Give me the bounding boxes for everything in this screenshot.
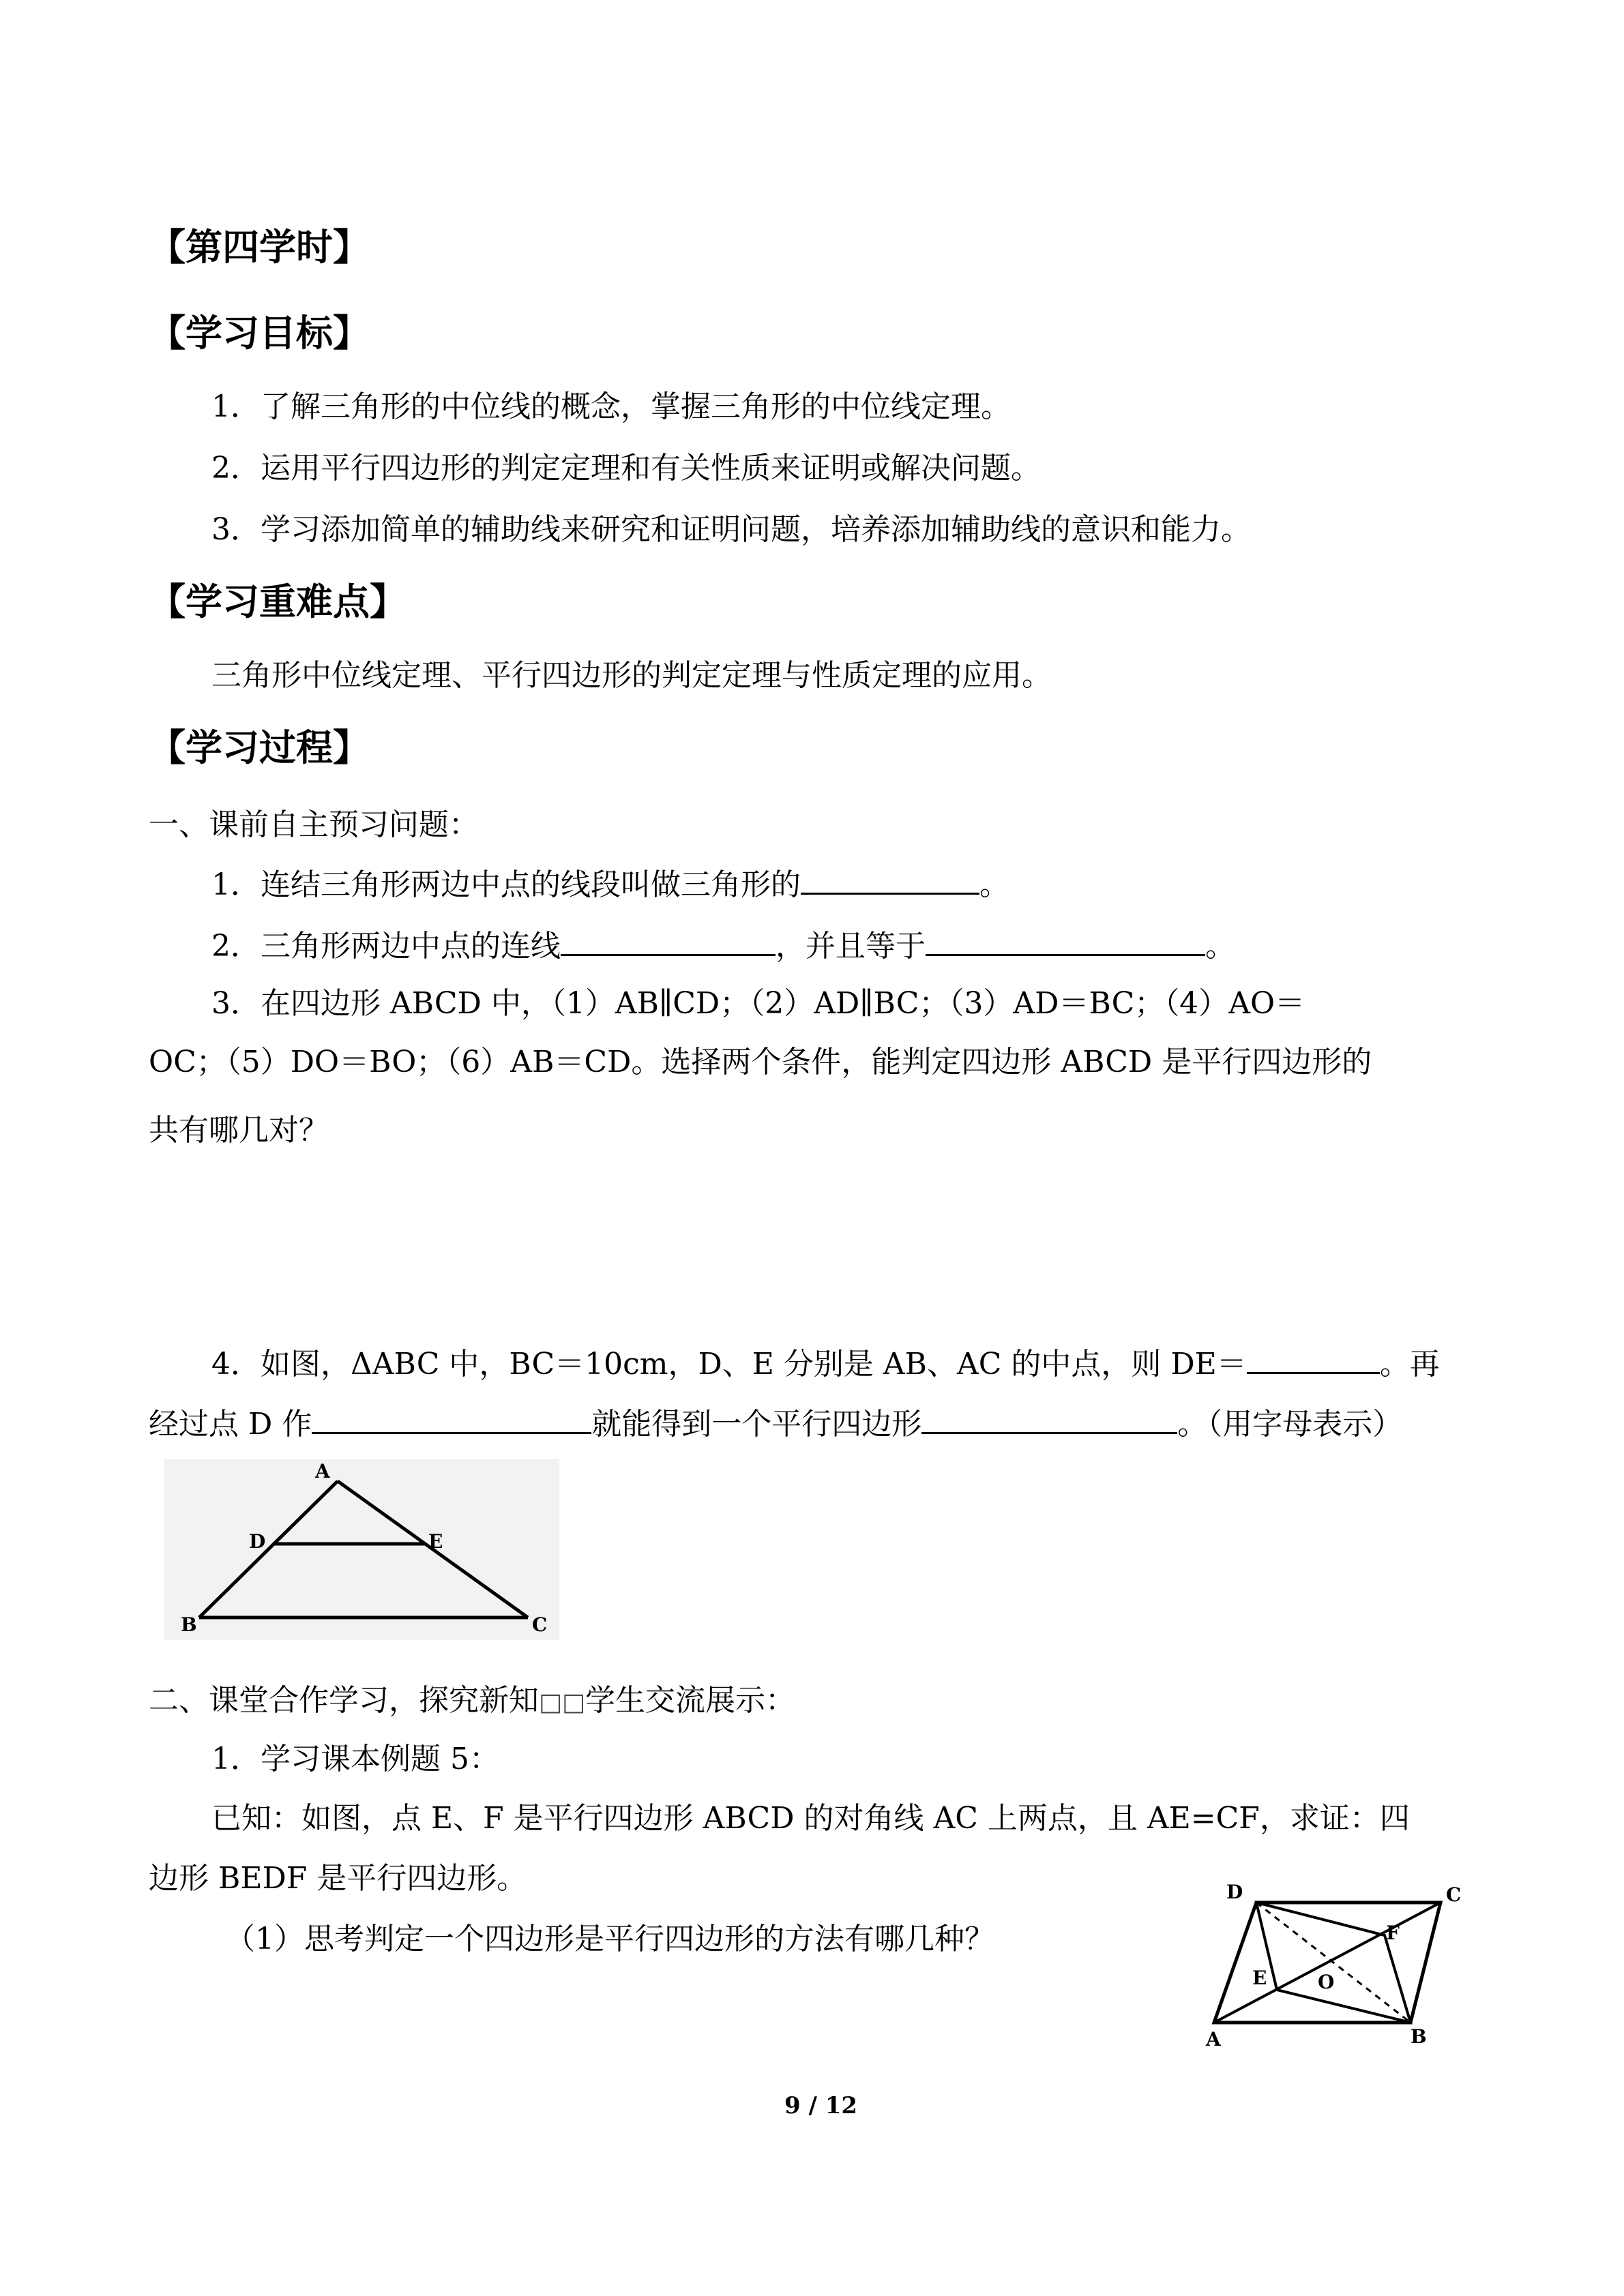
answer-blank[interactable] xyxy=(1247,1342,1380,1374)
objectives-heading: 【学习目标】 xyxy=(149,312,370,355)
question-4-line2: 经过点 D 作 就能得到一个平行四边形 。（用字母表示） xyxy=(149,1402,1402,1445)
question-1: 1．连结三角形两边中点的线段叫做三角形的 。 xyxy=(211,863,1009,906)
objective-item: 3．学习添加简单的辅助线来研究和证明问题，培养添加辅助线的意识和能力。 xyxy=(211,512,1251,547)
given-line2: 边形 BEDF 是平行四边形。 xyxy=(149,1861,527,1896)
triangle-figure xyxy=(164,1459,573,1643)
question-3-line2: OC；（5）DO＝BO；（6）AB＝CD。选择两个条件，能判定四边形 ABCD 是平行四边形的 xyxy=(149,1045,1372,1079)
label-d: D xyxy=(1226,1881,1243,1903)
figure-background xyxy=(164,1459,559,1640)
lesson-heading: 【第四学时】 xyxy=(149,226,370,269)
label-b: B xyxy=(181,1613,197,1636)
objective-item: 2．运用平行四边形的判定定理和有关性质来证明或解决问题。 xyxy=(211,451,1041,486)
label-e: E xyxy=(428,1530,443,1553)
answer-blank[interactable] xyxy=(921,1402,1177,1434)
section2-title: 二、课堂合作学习，探究新知□□学生交流展示： xyxy=(149,1683,796,1718)
objective-item: 1．了解三角形的中位线的概念，掌握三角形的中位线定理。 xyxy=(211,389,1011,424)
label-b: B xyxy=(1411,2025,1427,2048)
label-e: E xyxy=(1252,1967,1267,1989)
given-line1: 已知：如图，点 E、F 是平行四边形 ABCD 的对角线 AC 上两点，且 AE=CF，求证：四 xyxy=(211,1801,1410,1836)
answer-blank[interactable] xyxy=(561,924,776,956)
label-a: A xyxy=(1206,2028,1221,2051)
label-f: F xyxy=(1386,1922,1400,1944)
label-a: A xyxy=(315,1460,330,1482)
label-c: C xyxy=(532,1613,548,1636)
keypoints-text: 三角形中位线定理、平行四边形的判定定理与性质定理的应用。 xyxy=(211,658,1052,693)
keypoints-heading: 【学习重难点】 xyxy=(149,580,407,623)
answer-blank[interactable] xyxy=(312,1402,591,1434)
parallelogram-figure xyxy=(1200,1875,1487,2059)
label-d: D xyxy=(249,1530,266,1553)
question-4-line1: 4．如图，ΔABC 中，BC＝10cm，D、E 分别是 AB、AC 的中点，则 DE＝ 。再 xyxy=(211,1342,1440,1385)
answer-blank[interactable] xyxy=(801,863,979,895)
label-c: C xyxy=(1446,1883,1462,1906)
question-3-line1: 3．在四边形 ABCD 中，（1）AB∥CD；（2）AD∥BC；（3）AD＝BC；（4）AO＝ xyxy=(211,986,1305,1021)
item-1: 1．学习课本例题 5： xyxy=(211,1742,499,1776)
label-o: O xyxy=(1318,1971,1335,1993)
question-3-line3: 共有哪几对？ xyxy=(149,1113,329,1148)
think-question-1: （1）思考判定一个四边形是平行四边形的方法有哪几种？ xyxy=(225,1922,994,1956)
section1-title: 一、课前自主预习问题： xyxy=(149,807,479,842)
page-number: 9 / 12 xyxy=(784,2092,858,2119)
process-heading: 【学习过程】 xyxy=(149,726,370,769)
answer-blank[interactable] xyxy=(926,924,1205,956)
question-2: 2．三角形两边中点的连线 ，并且等于 。 xyxy=(211,924,1235,967)
